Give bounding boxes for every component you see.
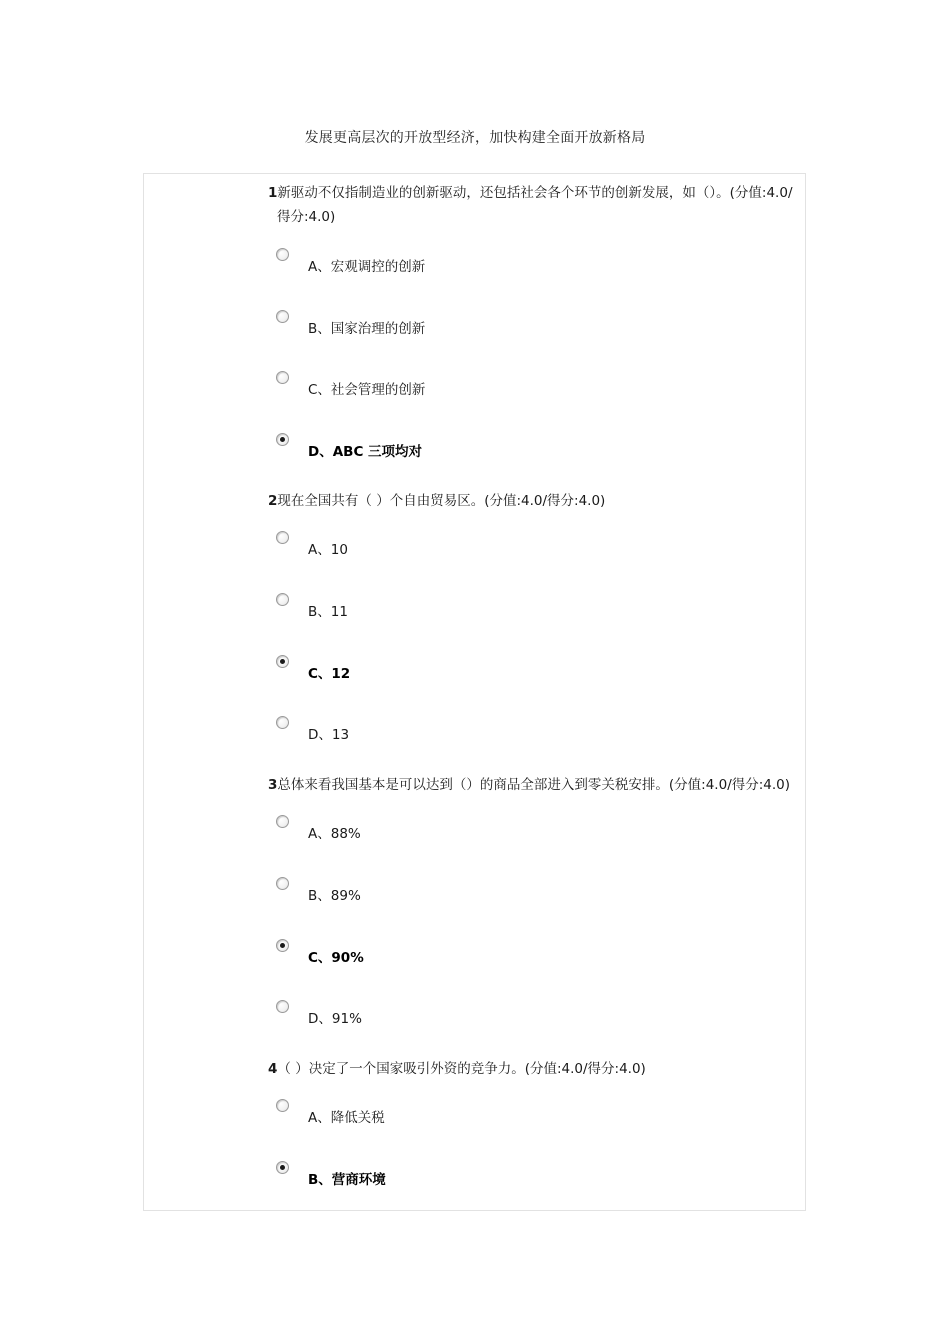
q1-option-b[interactable] bbox=[276, 310, 676, 340]
option-label: C、90% bbox=[308, 950, 364, 966]
q1-option-d[interactable] bbox=[276, 433, 676, 463]
option-label: A、降低关税 bbox=[308, 1110, 385, 1126]
option-label: D、ABC 三项均对 bbox=[308, 444, 423, 460]
radio-button[interactable] bbox=[276, 371, 289, 384]
question-score: (分值:4.0/得分:4.0) bbox=[668, 777, 791, 793]
question-score: (分值:4.0/得分:4.0) bbox=[484, 493, 606, 509]
question-2 bbox=[268, 489, 813, 513]
q4-option-a[interactable] bbox=[276, 1099, 676, 1129]
radio-button-selected[interactable] bbox=[276, 433, 289, 446]
radio-button[interactable] bbox=[276, 877, 289, 890]
option-label: C、12 bbox=[308, 666, 351, 682]
radio-button-selected[interactable] bbox=[276, 939, 289, 952]
radio-button[interactable] bbox=[276, 310, 289, 323]
radio-button[interactable] bbox=[276, 1000, 289, 1013]
question-score-cont: 得分:4.0) bbox=[277, 209, 336, 225]
option-label: B、营商环境 bbox=[308, 1172, 386, 1188]
radio-button[interactable] bbox=[276, 1099, 289, 1112]
question-text: 现在全国共有（ ）个自由贸易区。 bbox=[277, 493, 485, 509]
radio-button-selected[interactable] bbox=[276, 655, 289, 668]
option-label: A、10 bbox=[308, 542, 348, 558]
question-1 bbox=[268, 181, 813, 229]
q3-option-d[interactable] bbox=[276, 1000, 676, 1030]
radio-button-selected[interactable] bbox=[276, 1161, 289, 1174]
question-score: (分值:4.0/得分:4.0) bbox=[524, 1061, 646, 1077]
question-number: 2 bbox=[268, 493, 278, 509]
q3-option-c[interactable] bbox=[276, 939, 676, 969]
q3-option-b[interactable] bbox=[276, 877, 676, 907]
page-title: 发展更高层次的开放型经济，加快构建全面开放新格局 bbox=[304, 130, 646, 146]
question-number: 3 bbox=[268, 777, 278, 793]
option-label: A、88% bbox=[308, 826, 361, 842]
radio-button[interactable] bbox=[276, 716, 289, 729]
q4-option-b[interactable] bbox=[276, 1161, 676, 1191]
option-label: C、社会管理的创新 bbox=[308, 382, 426, 398]
question-4 bbox=[268, 1057, 813, 1081]
radio-button[interactable] bbox=[276, 815, 289, 828]
q1-option-c[interactable] bbox=[276, 371, 676, 401]
radio-button[interactable] bbox=[276, 248, 289, 261]
option-label: B、11 bbox=[308, 604, 348, 620]
radio-button[interactable] bbox=[276, 593, 289, 606]
radio-button[interactable] bbox=[276, 531, 289, 544]
question-3 bbox=[268, 773, 813, 797]
question-text: 总体来看我国基本是可以达到（）的商品全部进入到零关税安排。 bbox=[277, 777, 669, 793]
q2-option-d[interactable] bbox=[276, 716, 676, 746]
q3-option-a[interactable] bbox=[276, 815, 676, 845]
question-score: (分值:4.0/ bbox=[729, 185, 793, 201]
q1-option-a[interactable] bbox=[276, 248, 676, 278]
q2-option-c[interactable] bbox=[276, 655, 676, 685]
option-label: B、国家治理的创新 bbox=[308, 321, 426, 337]
question-text: （ ）决定了一个国家吸引外资的竞争力。 bbox=[277, 1061, 525, 1077]
option-label: A、宏观调控的创新 bbox=[308, 259, 426, 275]
q2-option-b[interactable] bbox=[276, 593, 676, 623]
question-number: 4 bbox=[268, 1061, 278, 1077]
option-label: D、13 bbox=[308, 727, 350, 743]
option-label: B、89% bbox=[308, 888, 361, 904]
q2-option-a[interactable] bbox=[276, 531, 676, 561]
question-text: 新驱动不仅指制造业的创新驱动，还包括社会各个环节的创新发展，如（）。 bbox=[277, 185, 730, 201]
option-label: D、91% bbox=[308, 1011, 362, 1027]
question-number: 1 bbox=[268, 185, 278, 201]
